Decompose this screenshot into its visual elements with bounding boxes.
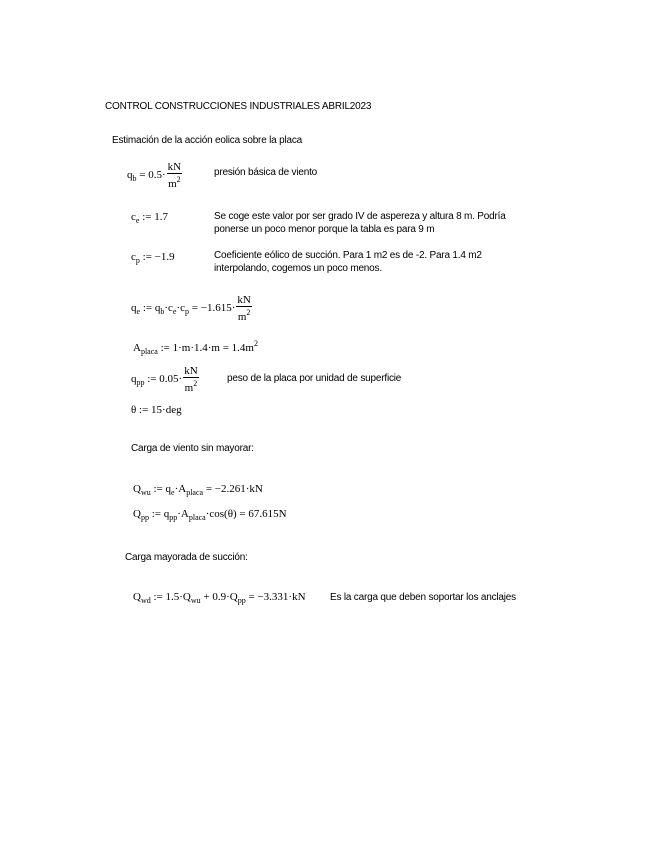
note-qpp: peso de la placa por unidad de superficie (227, 373, 402, 384)
equation-qwu: $Q_{wu}$ := $q_e\cdot A_{placa} = -2.261\cdot kN$ (133, 483, 263, 497)
note-cp-line2: interpolando, cogemos un poco menos. (214, 263, 382, 274)
note-cp-line1: Coeficiente eólico de succión. Para 1 m2 es de -2. Para 1.4 m2 (214, 250, 482, 261)
equation-qe: $q_e$ := $q_b\cdot c_e\cdot c_p = -1.615\cdot$ $\frac{kN}{m^2}$ (131, 294, 251, 323)
section-title-estimacion: Estimación de la acción eolica sobre la placa (112, 135, 302, 146)
equation-qwd: $Q_{wd}$ := $1.5\cdot Q_{wu} + 0.9\cdot Q_{pp} = -3.331\cdot kN$ (133, 591, 306, 605)
note-ce-line2: ponerse un poco menor porque la tabla es para 9 m (214, 224, 435, 235)
section-title-carga-sin-mayorar: Carga de viento sin mayorar: (131, 443, 254, 454)
equation-cp: $c_p$ := −1.9 (131, 251, 175, 265)
note-qb: presión básica de viento (214, 167, 318, 178)
note-ce-line1: Se coge este valor por ser grado IV de aspereza y altura 8 m. Podría (214, 211, 506, 222)
page-title: CONTROL CONSTRUCCIONES INDUSTRIALES ABRIL2023 (105, 101, 372, 112)
equation-qb: $q_b = 0.5\cdot$ $\frac{kN}{m^2}$ (127, 161, 182, 190)
note-qwd: Es la carga que deben soportar los anclajes (330, 592, 516, 603)
equation-aplaca: $A_{placa}$ := $1\cdot m\cdot 1.4\cdot m = 1.4m^2$ (133, 339, 258, 356)
equation-theta: θ := 15·deg (131, 404, 182, 416)
equation-Qpp: $Q_{pp}$ := $q_{pp}\cdot A_{placa}\cdot\cos(\theta) = 67.615N$ (133, 508, 287, 522)
equation-qpp: $q_{pp}$ := 0.05· $\frac{kN}{m^2}$ (131, 365, 198, 394)
section-title-carga-mayorada: Carga mayorada de succión: (125, 552, 248, 563)
equation-ce: $c_e$ := 1.7 (131, 211, 168, 225)
